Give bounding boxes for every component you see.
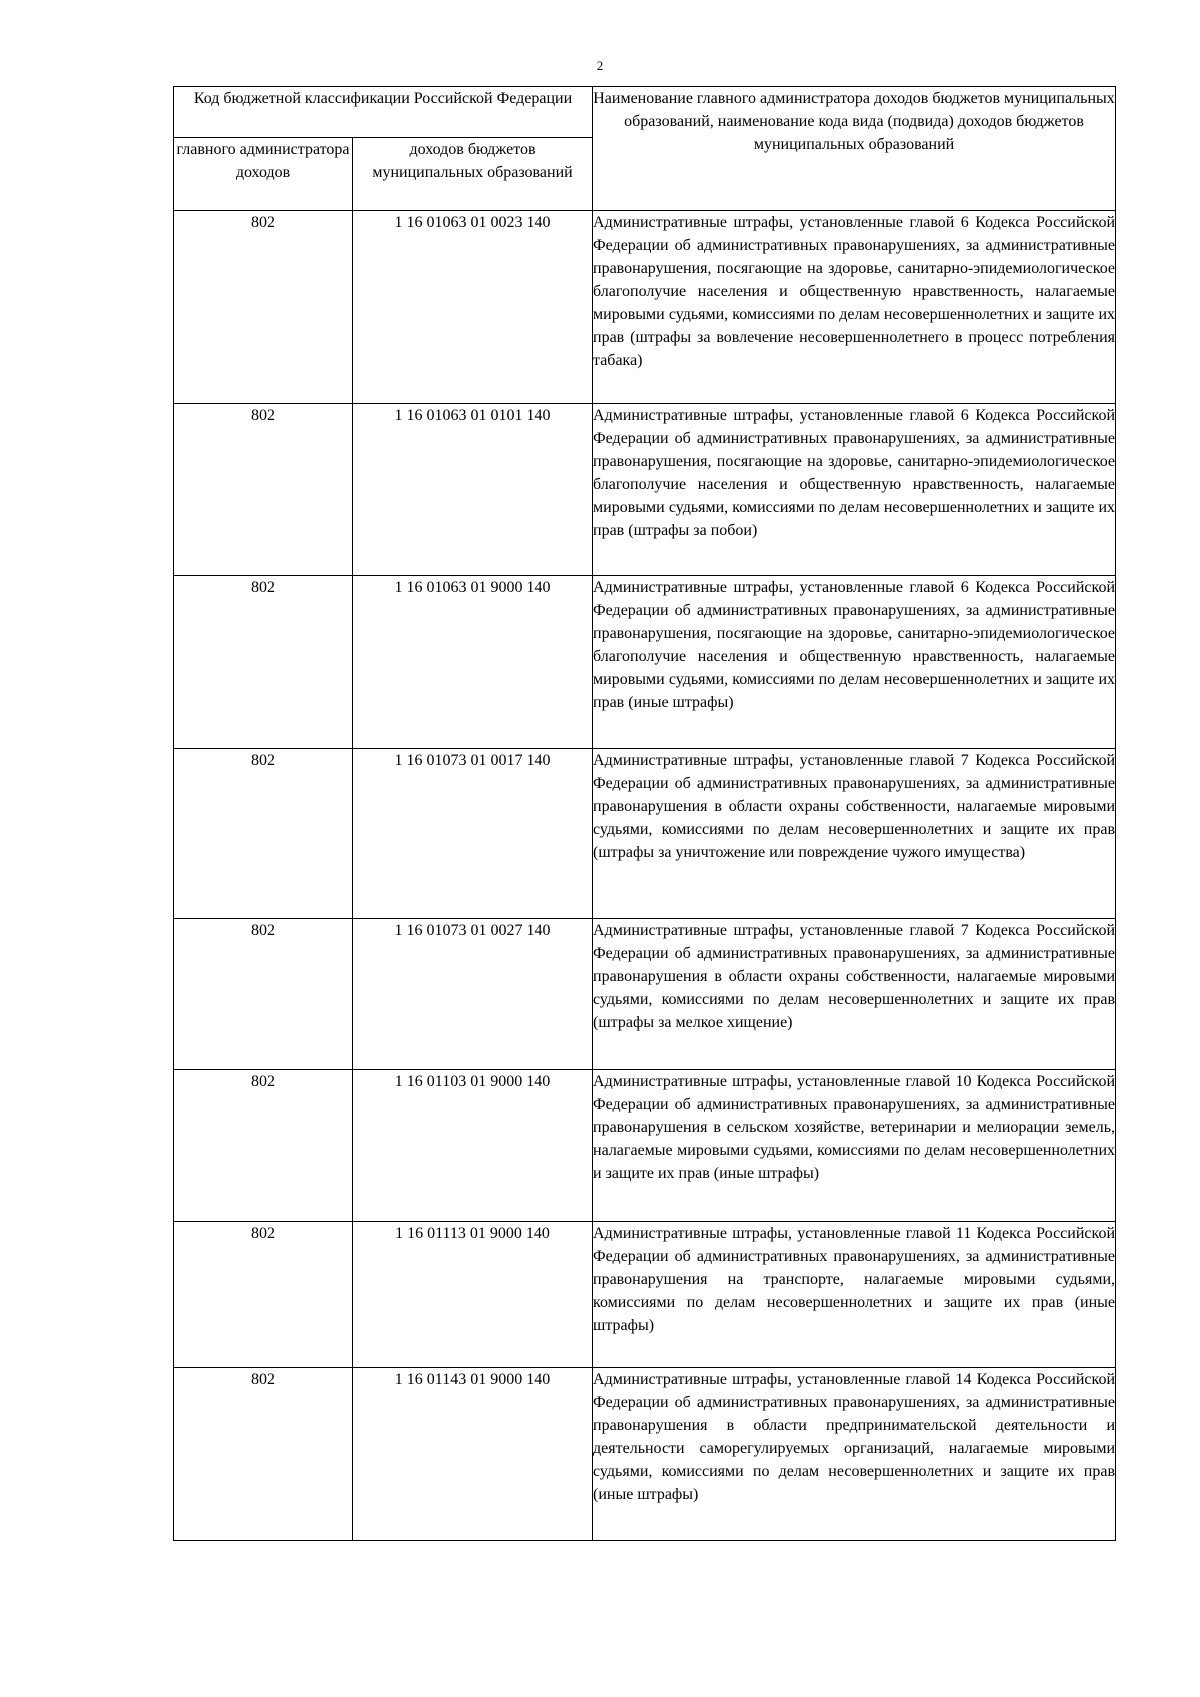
table-row: [174, 1222, 1116, 1368]
header-code-column: доходов бюджетов муниципальных образований: [353, 138, 593, 211]
admin-code-cell: 802: [174, 211, 353, 404]
income-code-cell: 1 16 01063 01 0023 140: [353, 211, 593, 404]
income-code-cell: 1 16 01073 01 0027 140: [353, 919, 593, 1070]
income-name-cell: Административные штрафы, установленные главой 7 Кодекса Российской Федерации об административных правонарушениях, за административные правонарушения в области охраны собственности, налагаемые мировыми судьями, комиссиями по делам несовершеннолетних и защите их прав (штрафы за мелкое хищение): [593, 919, 1116, 1070]
income-code-cell: 1 16 01063 01 9000 140: [353, 576, 593, 749]
income-name-cell: Административные штрафы, установленные главой 6 Кодекса Российской Федерации об административных правонарушениях, за административные правонарушения, посягающие на здоровье, санитарно-эпидемиологическое благополучие населения и общественную нравственность, налагаемые мировыми судьями, комиссиями по делам несовершеннолетних и защите их прав (штрафы за вовлечение несовершеннолетнего в процесс потребления табака): [593, 211, 1116, 404]
income-code-cell: 1 16 01103 01 9000 140: [353, 1070, 593, 1222]
table-row: [174, 211, 1116, 404]
income-code-cell: 1 16 01143 01 9000 140: [353, 1368, 593, 1541]
income-code-cell: 1 16 01063 01 0101 140: [353, 404, 593, 576]
income-name-cell: Административные штрафы, установленные главой 6 Кодекса Российской Федерации об административных правонарушениях, за административные правонарушения, посягающие на здоровье, санитарно-эпидемиологическое благополучие населения и общественную нравственность, налагаемые мировыми судьями, комиссиями по делам несовершеннолетних и защите их прав (штрафы за побои): [593, 404, 1116, 576]
admin-code-cell: 802: [174, 919, 353, 1070]
admin-code-cell: 802: [174, 1368, 353, 1541]
table-row: [174, 1368, 1116, 1541]
header-admin-column: главного администратора доходов: [174, 138, 353, 211]
table-header: [174, 87, 1116, 211]
table-row: [174, 749, 1116, 919]
income-code-cell: 1 16 01113 01 9000 140: [353, 1222, 593, 1368]
income-name-cell: Административные штрафы, установленные главой 10 Кодекса Российской Федерации об административных правонарушениях, за административные правонарушения в сельском хозяйстве, ветеринарии и мелиорации земель, налагаемые мировыми судьями, комиссиями по делам несовершеннолетних и защите их прав (иные штрафы): [593, 1070, 1116, 1222]
budget-classification-table: [173, 86, 1116, 1541]
admin-code-cell: 802: [174, 576, 353, 749]
income-name-cell: Административные штрафы, установленные главой 7 Кодекса Российской Федерации об административных правонарушениях, за административные правонарушения в области охраны собственности, налагаемые мировыми судьями, комиссиями по делам несовершеннолетних и защите их прав (штрафы за уничтожение или повреждение чужого имущества): [593, 749, 1116, 919]
admin-code-cell: 802: [174, 1222, 353, 1368]
admin-code-cell: 802: [174, 404, 353, 576]
admin-code-cell: 802: [174, 749, 353, 919]
table-row: [174, 404, 1116, 576]
income-name-cell: Административные штрафы, установленные главой 11 Кодекса Российской Федерации об административных правонарушениях, за административные правонарушения на транспорте, налагаемые мировыми судьями, комиссиями по делам несовершеннолетних и защите их прав (иные штрафы): [593, 1222, 1116, 1368]
header-name-column: Наименование главного администратора доходов бюджетов муниципальных образований, наименование кода вида (подвида) доходов бюджетов муниципальных образований: [593, 87, 1116, 211]
table-row: [174, 576, 1116, 749]
income-name-cell: Административные штрафы, установленные главой 6 Кодекса Российской Федерации об административных правонарушениях, за административные правонарушения, посягающие на здоровье, санитарно-эпидемиологическое благополучие населения и общественную нравственность, налагаемые мировыми судьями, комиссиями по делам несовершеннолетних и защите их прав (иные штрафы): [593, 576, 1116, 749]
income-code-cell: 1 16 01073 01 0017 140: [353, 749, 593, 919]
table-row: [174, 1070, 1116, 1222]
table-body: [174, 211, 1116, 1541]
income-name-cell: Административные штрафы, установленные главой 14 Кодекса Российской Федерации об административных правонарушениях, за административные правонарушения в области предпринимательской деятельности и деятельности саморегулируемых организаций, налагаемые мировыми судьями, комиссиями по делам несовершеннолетних и защите их прав (иные штрафы): [593, 1368, 1116, 1541]
admin-code-cell: 802: [174, 1070, 353, 1222]
header-kbk-group: Код бюджетной классификации Российской Федерации: [174, 87, 593, 138]
table-row: [174, 919, 1116, 1070]
page-number: 2: [596, 58, 604, 73]
